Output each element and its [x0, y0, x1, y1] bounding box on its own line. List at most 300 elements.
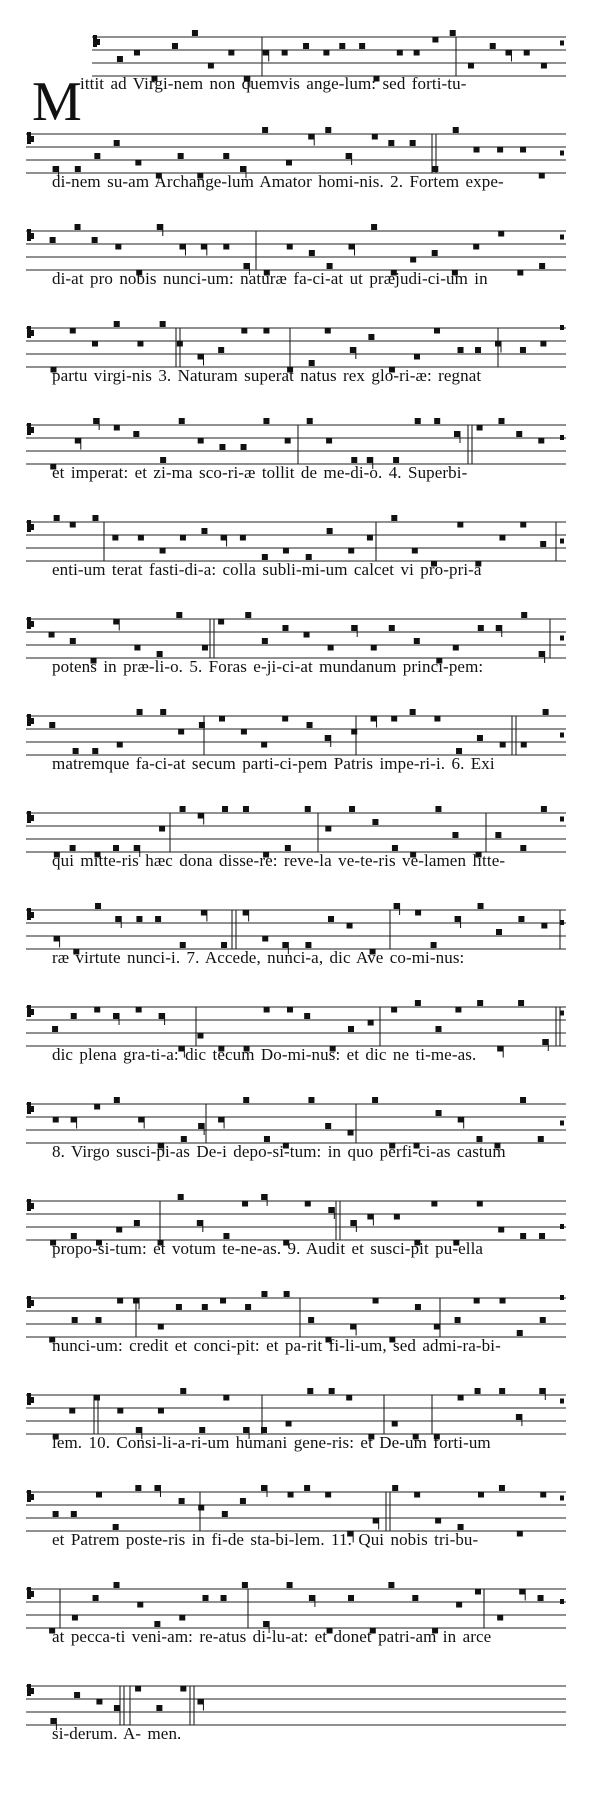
neume: [414, 50, 420, 56]
lyric-line-15: lem. 10. Consi-li-a-ri-um humani gene-ris: et De-um forti-um: [52, 1433, 491, 1452]
neume: [540, 341, 546, 347]
neume: [243, 910, 249, 916]
neume: [516, 1414, 522, 1420]
neume: [478, 625, 484, 631]
lyric-line-14: nunci-um: credit et conci-pit: et pa-rit fi-li-um, sed admi-ra-bi-: [52, 1336, 501, 1355]
neume: [70, 328, 76, 334]
neume: [198, 354, 204, 360]
neume: [218, 347, 224, 353]
neume: [96, 1699, 102, 1705]
neume: [160, 709, 166, 715]
neume: [372, 819, 378, 825]
neume: [70, 638, 76, 644]
neume: [495, 832, 501, 838]
clef-mark: [30, 1397, 34, 1403]
neume: [75, 438, 81, 444]
custos: [560, 151, 564, 156]
neume: [474, 147, 480, 153]
neume: [368, 334, 374, 340]
neume: [367, 1214, 373, 1220]
neume: [455, 1007, 461, 1013]
lyric-line-1: ittit ad Virgi-nem non quemvis ange-lum: sed forti-tu-: [80, 74, 467, 93]
lyric-line-11: dic plena gra-ti-a: dic tecum Do-mi-nus: et dic ne ti-me-as.: [52, 1045, 477, 1064]
custos: [560, 1295, 564, 1300]
clef-mark: [30, 330, 34, 336]
neume: [179, 418, 185, 424]
neume: [242, 1582, 248, 1588]
neume: [218, 619, 224, 625]
neume: [240, 535, 246, 541]
neume: [71, 1013, 77, 1019]
neume: [198, 1123, 204, 1129]
neume: [218, 1117, 224, 1123]
neume: [477, 1201, 483, 1207]
neume: [287, 1007, 293, 1013]
neume: [286, 1421, 292, 1427]
neume: [490, 43, 496, 49]
neume: [388, 140, 394, 146]
neume: [518, 1000, 524, 1006]
neume: [220, 1298, 226, 1304]
clef-mark: [30, 1106, 34, 1112]
neume: [520, 347, 526, 353]
neume: [350, 1220, 356, 1226]
neume: [156, 1705, 162, 1711]
neume: [134, 1220, 140, 1226]
neume: [498, 231, 504, 237]
clef-mark: [30, 621, 34, 627]
neume: [304, 632, 310, 638]
neume: [454, 431, 460, 437]
neume: [93, 1595, 99, 1601]
neume: [434, 328, 440, 334]
neume: [431, 1201, 437, 1207]
neume: [308, 1317, 314, 1323]
neume: [53, 1511, 59, 1517]
neume: [263, 50, 269, 56]
neume: [221, 1595, 227, 1601]
neume: [202, 1595, 208, 1601]
neume: [176, 612, 182, 618]
neume: [201, 244, 207, 250]
neume: [180, 806, 186, 812]
neume: [241, 729, 247, 735]
neume: [307, 722, 313, 728]
neume: [138, 535, 144, 541]
neume: [414, 638, 420, 644]
neume: [115, 916, 121, 922]
neume: [359, 43, 365, 49]
custos: [560, 1224, 564, 1229]
neume: [262, 936, 268, 942]
neume: [414, 1492, 420, 1498]
neume: [432, 37, 438, 43]
neume: [263, 328, 269, 334]
neume: [351, 729, 357, 735]
neume: [243, 1097, 249, 1103]
neume: [305, 1201, 311, 1207]
neume: [468, 63, 474, 69]
neume: [388, 1582, 394, 1588]
clef-mark: [30, 136, 34, 142]
neume: [113, 619, 119, 625]
neume: [283, 548, 289, 554]
neume: [172, 43, 178, 49]
neume: [434, 418, 440, 424]
neume: [198, 438, 204, 444]
neume: [241, 328, 247, 334]
clef-mark: [30, 524, 34, 530]
neume: [498, 418, 504, 424]
neume: [282, 625, 288, 631]
neume: [136, 1007, 142, 1013]
neume: [432, 250, 438, 256]
neume: [114, 1705, 120, 1711]
neume: [95, 903, 101, 909]
neume: [74, 1692, 80, 1698]
neume: [243, 806, 249, 812]
initial-letter: M: [32, 71, 82, 133]
neume: [348, 1026, 354, 1032]
custos: [560, 1121, 564, 1126]
neume: [475, 1388, 481, 1394]
neume: [179, 1498, 185, 1504]
neume: [540, 1317, 546, 1323]
neume: [346, 1395, 352, 1401]
neume: [519, 1589, 525, 1595]
neume: [521, 612, 527, 618]
neume: [372, 1097, 378, 1103]
lyric-line-16: et Patrem poste-ris in fi-de sta-bi-lem. 11. Qui nobis tri-bu-: [52, 1530, 479, 1549]
neume: [49, 632, 55, 638]
neume: [219, 444, 225, 450]
neume: [305, 806, 311, 812]
lyric-line-18: si-derum. A- men.: [52, 1724, 182, 1743]
neume: [94, 1395, 100, 1401]
neume: [177, 341, 183, 347]
neume: [394, 903, 400, 909]
custos: [560, 41, 564, 46]
neume: [435, 1518, 441, 1524]
neume: [540, 541, 546, 547]
neume: [349, 244, 355, 250]
neume: [453, 127, 459, 133]
neume: [347, 923, 353, 929]
neume: [92, 515, 98, 521]
neume: [391, 515, 397, 521]
neume: [135, 1485, 141, 1491]
neume: [541, 806, 547, 812]
custos: [560, 1399, 564, 1404]
neume: [155, 916, 161, 922]
clef-mark: [30, 233, 34, 239]
clef-mark: [96, 39, 100, 45]
neume: [115, 244, 121, 250]
neume: [133, 431, 139, 437]
neume: [176, 1304, 182, 1310]
neume: [53, 1117, 59, 1123]
neume: [325, 1123, 331, 1129]
custos: [560, 1496, 564, 1501]
neume: [198, 813, 204, 819]
lyric-line-2: di-nem su-am Archange-lum Amator homi-nis. 2. Fortem expe-: [52, 172, 504, 191]
neume: [201, 910, 207, 916]
neume: [199, 722, 205, 728]
neume: [135, 1686, 141, 1692]
neume: [327, 528, 333, 534]
custos: [560, 539, 564, 544]
custos: [560, 435, 564, 440]
neume: [179, 1615, 185, 1621]
neume: [137, 1602, 143, 1608]
custos: [560, 817, 564, 822]
neume: [69, 1408, 75, 1414]
lyric-line-4: partu virgi-nis 3. Naturam superat natus rex glo-ri-æ: regnat: [52, 366, 482, 385]
neume: [72, 1615, 78, 1621]
neume: [477, 735, 483, 741]
neume: [180, 1388, 186, 1394]
neume: [261, 742, 267, 748]
neume: [134, 50, 140, 56]
neume: [339, 43, 345, 49]
neume: [117, 1298, 123, 1304]
neume: [201, 528, 207, 534]
neume: [112, 535, 118, 541]
neume: [93, 418, 99, 424]
clef-mark: [30, 1300, 34, 1306]
neume: [410, 257, 416, 263]
neume: [304, 1485, 310, 1491]
custos: [560, 920, 564, 925]
clef-mark: [30, 1009, 34, 1015]
neume: [49, 722, 55, 728]
neume: [116, 1227, 122, 1233]
neume: [499, 1485, 505, 1491]
lyric-line-6: enti-um terat fasti-di-a: colla subli-mi-um calcet vi pro-pri-a: [52, 560, 482, 579]
neume: [478, 1492, 484, 1498]
neume: [434, 1324, 440, 1330]
neume: [138, 1117, 144, 1123]
neume: [538, 1595, 544, 1601]
neume: [520, 147, 526, 153]
neume: [114, 1097, 120, 1103]
neume: [178, 153, 184, 159]
neume: [498, 1227, 504, 1233]
neume: [415, 1000, 421, 1006]
neume: [368, 1020, 374, 1026]
neume: [197, 1699, 203, 1705]
neume: [415, 910, 421, 916]
neume: [202, 645, 208, 651]
neume: [180, 535, 186, 541]
neume: [286, 160, 292, 166]
neume: [241, 444, 247, 450]
neume: [94, 1007, 100, 1013]
neume: [262, 638, 268, 644]
neume: [72, 1317, 78, 1323]
neume: [308, 1097, 314, 1103]
neume: [160, 548, 166, 554]
neume: [160, 321, 166, 327]
neume: [497, 1615, 503, 1621]
neume: [323, 50, 329, 56]
neume: [478, 903, 484, 909]
neume: [287, 244, 293, 250]
neume: [219, 716, 225, 722]
neume: [435, 1026, 441, 1032]
neume: [415, 1304, 421, 1310]
neume: [541, 923, 547, 929]
neume: [456, 1602, 462, 1608]
neume: [350, 1324, 356, 1330]
neume: [520, 1097, 526, 1103]
neume: [450, 30, 456, 36]
neume: [350, 347, 356, 353]
neume: [159, 826, 165, 832]
neume: [282, 50, 288, 56]
neume: [261, 1194, 267, 1200]
neume: [114, 321, 120, 327]
neume: [328, 1207, 334, 1213]
neume: [288, 1492, 294, 1498]
neume: [325, 735, 331, 741]
clef-mark: [30, 718, 34, 724]
clef-mark: [30, 912, 34, 918]
neume: [496, 625, 502, 631]
neume: [75, 224, 81, 230]
neume: [348, 548, 354, 554]
neume: [496, 929, 502, 935]
neume: [198, 1505, 204, 1511]
neume: [325, 127, 331, 133]
neume: [371, 224, 377, 230]
neume: [328, 645, 334, 651]
lyric-line-3: di-at pro nobis nunci-um: naturæ fa-ci-at ut præjudi-ci-um in: [52, 269, 488, 288]
lyric-line-5: et imperat: et zi-ma sco-ri-æ tollit de me-di-o. 4. Superbi-: [52, 463, 468, 482]
neume: [113, 1013, 119, 1019]
neume: [70, 522, 76, 528]
neume: [71, 1117, 77, 1123]
clef-mark: [30, 1203, 34, 1209]
neume: [133, 1298, 139, 1304]
neume: [50, 237, 56, 243]
neume: [500, 1298, 506, 1304]
neume: [412, 548, 418, 554]
neume: [114, 425, 120, 431]
neume: [455, 1317, 461, 1323]
neume: [499, 1388, 505, 1394]
clef-mark: [30, 1494, 34, 1500]
neume: [392, 1485, 398, 1491]
neume: [136, 916, 142, 922]
neume: [452, 832, 458, 838]
neume: [202, 1304, 208, 1310]
neume: [412, 1595, 418, 1601]
neume: [263, 418, 269, 424]
neume: [223, 244, 229, 250]
neume: [392, 1421, 398, 1427]
neume: [197, 1220, 203, 1226]
clef-mark: [30, 815, 34, 821]
neume: [500, 742, 506, 748]
neume: [539, 1388, 545, 1394]
neume: [223, 1395, 229, 1401]
neume: [261, 1485, 267, 1491]
custos: [560, 636, 564, 641]
neume: [373, 1298, 379, 1304]
neume: [453, 645, 459, 651]
neume: [287, 1582, 293, 1588]
neume: [524, 50, 530, 56]
neume: [367, 535, 373, 541]
neume: [309, 250, 315, 256]
neume: [414, 354, 420, 360]
lyric-line-17: at pecca-ti veni-am: re-atus di-lu-at: et donet patri-am in arce: [52, 1627, 492, 1646]
neume: [303, 43, 309, 49]
neume: [455, 916, 461, 922]
neume: [135, 160, 141, 166]
neume: [474, 1298, 480, 1304]
neume: [309, 1595, 315, 1601]
neume: [435, 806, 441, 812]
neume: [410, 140, 416, 146]
neume: [458, 1395, 464, 1401]
neume: [458, 1117, 464, 1123]
neume: [245, 1304, 251, 1310]
neume: [348, 1130, 354, 1136]
neume: [304, 1013, 310, 1019]
neume: [54, 515, 60, 521]
neume: [477, 425, 483, 431]
neume: [71, 1511, 77, 1517]
neume: [541, 63, 547, 69]
neume: [325, 328, 331, 334]
neume: [137, 709, 143, 715]
neume: [245, 612, 251, 618]
neume: [92, 237, 98, 243]
neume: [505, 50, 511, 56]
neume: [434, 716, 440, 722]
neume: [92, 341, 98, 347]
neume: [538, 438, 544, 444]
neume: [180, 1686, 186, 1692]
neume: [262, 127, 268, 133]
neume: [521, 742, 527, 748]
neume: [192, 30, 198, 36]
neume: [179, 244, 185, 250]
neume: [221, 535, 227, 541]
lyric-line-9: qui mitte-ris hæc dona disse-re: reve-la ve-te-ris ve-lamen litte-: [52, 851, 506, 870]
neume: [52, 1026, 58, 1032]
neume: [264, 1007, 270, 1013]
neume: [520, 522, 526, 528]
neume: [240, 1498, 246, 1504]
neume: [134, 645, 140, 651]
neume: [285, 438, 291, 444]
neume: [178, 1194, 184, 1200]
neume: [95, 1317, 101, 1323]
neume: [197, 1033, 203, 1039]
neume: [114, 1582, 120, 1588]
neume: [328, 916, 334, 922]
custos: [560, 325, 564, 330]
neume: [371, 645, 377, 651]
clef-mark: [30, 427, 34, 433]
neume: [475, 347, 481, 353]
neume: [137, 341, 143, 347]
neume: [497, 147, 503, 153]
neume: [389, 625, 395, 631]
